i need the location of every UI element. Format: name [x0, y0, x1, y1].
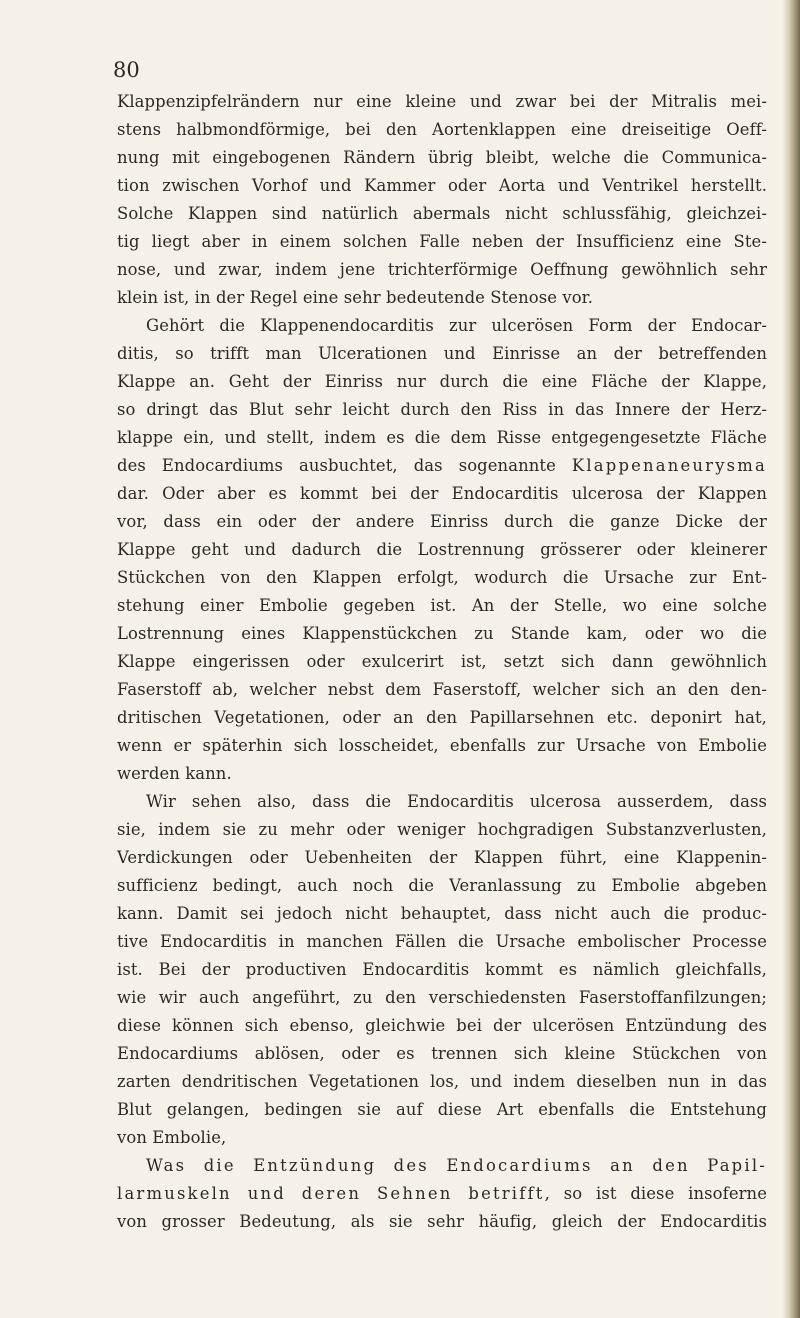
text-line: [117, 1180, 767, 1208]
text-line: [117, 172, 767, 200]
text-fragment: Wir sehen also, dass die Endocarditis ulcerosa ausserdem, dass: [146, 792, 767, 811]
text-fragment: wie wir auch angeführt, zu den verschiedensten Faserstoffanfilzungen;: [117, 988, 767, 1007]
body-text: [117, 88, 767, 1236]
text-line: [117, 88, 767, 116]
text-fragment: tive Endocarditis in manchen Fällen die Ursache embolischer Processe: [117, 932, 767, 951]
text-fragment: Klappe geht und dadurch die Lostrennung grösserer oder kleinerer: [117, 540, 767, 559]
text-fragment: Stückchen von den Klappen erfolgt, wodurch die Ursache zur Ent-: [117, 568, 767, 587]
text-fragment: kann. Damit sei jedoch nicht behauptet, dass nicht auch die produc-: [117, 904, 767, 923]
text-line: [117, 340, 767, 368]
text-fragment: diese können sich ebenso, gleichwie bei der ulcerösen Entzündung des: [117, 1016, 767, 1035]
text-line: [117, 368, 767, 396]
page-number: 80: [113, 58, 140, 82]
text-line: [117, 1012, 767, 1040]
text-line: [117, 424, 767, 452]
text-line: [117, 452, 767, 480]
text-line: [117, 256, 767, 284]
text-line: [117, 228, 767, 256]
text-line: [117, 592, 767, 620]
text-line: [117, 1096, 767, 1124]
text-line: [117, 648, 767, 676]
text-line: [117, 564, 767, 592]
emphasized-term: Was die Entzündung des Endocardiums an den Papil-: [146, 1156, 767, 1175]
text-line: [117, 536, 767, 564]
text-fragment: stehung einer Embolie gegeben ist. An der Stelle, wo eine solche: [117, 596, 767, 615]
text-fragment: nung mit eingebogenen Rändern übrig bleibt, welche die Communica-: [117, 148, 767, 167]
text-line: [117, 956, 767, 984]
text-line: [117, 928, 767, 956]
text-fragment: so dringt das Blut sehr leicht durch den Riss in das Innere der Herz-: [117, 400, 767, 419]
text-line: [117, 900, 767, 928]
text-line: [117, 508, 767, 536]
text-line: [117, 1068, 767, 1096]
text-line: [117, 1040, 767, 1068]
text-line: [117, 1208, 767, 1236]
text-line: [117, 620, 767, 648]
text-line: [117, 1152, 767, 1180]
text-fragment: klappe ein, und stellt, indem es die dem Risse entgegengesetzte Fläche: [117, 428, 767, 447]
text-line: [117, 396, 767, 424]
text-fragment: vor, dass ein oder der andere Einriss durch die ganze Dicke der: [117, 512, 767, 531]
text-line: [117, 284, 767, 312]
text-fragment: Klappenzipfelrändern nur eine kleine und zwar bei der Mitralis mei-: [117, 92, 767, 111]
text-line: [117, 704, 767, 732]
text-fragment: von Embolie,: [117, 1128, 227, 1147]
text-fragment: tig liegt aber in einem solchen Falle neben der Insufficienz eine Ste-: [117, 232, 767, 251]
text-fragment: tion zwischen Vorhof und Kammer oder Aorta und Ventrikel herstellt.: [117, 176, 767, 195]
text-line: [117, 760, 767, 788]
text-fragment: Lostrennung eines Klappenstückchen zu Stande kam, oder wo die: [117, 624, 767, 643]
text-line: [117, 144, 767, 172]
text-fragment: zarten dendritischen Vegetationen los, und indem dieselben nun in das: [117, 1072, 767, 1091]
page-edge-shadow: [782, 0, 800, 1318]
text-fragment: werden kann.: [117, 764, 232, 783]
text-fragment: dar. Oder aber es kommt bei der Endocarditis ulcerosa der Klappen: [117, 484, 767, 503]
text-fragment: Faserstoff ab, welcher nebst dem Faserstoff, welcher sich an den den-: [117, 680, 767, 699]
text-fragment: Klappe eingerissen oder exulcerirt ist, setzt sich dann gewöhnlich: [117, 652, 767, 671]
emphasized-term: Klappenaneurysma: [571, 456, 767, 475]
text-line: [117, 788, 767, 816]
text-line: [117, 116, 767, 144]
text-fragment: Solche Klappen sind natürlich abermals nicht schlussfähig, gleichzei-: [117, 204, 767, 223]
text-fragment: ist. Bei der productiven Endocarditis kommt es nämlich gleichfalls,: [117, 960, 767, 979]
text-fragment: dritischen Vegetationen, oder an den Papillarsehnen etc. deponirt hat,: [117, 708, 767, 727]
text-line: [117, 1124, 767, 1152]
text-line: [117, 676, 767, 704]
text-fragment: , so ist diese insoferne: [544, 1184, 768, 1203]
text-fragment: stens halbmondförmige, bei den Aortenklappen eine dreiseitige Oeff-: [117, 120, 767, 139]
text-line: [117, 816, 767, 844]
text-line: [117, 480, 767, 508]
text-line: [117, 200, 767, 228]
text-fragment: Blut gelangen, bedingen sie auf diese Art ebenfalls die Entstehung: [117, 1100, 767, 1119]
text-line: [117, 844, 767, 872]
emphasized-term: larmuskeln und deren Sehnen betrifft: [117, 1184, 545, 1203]
text-fragment: nose, und zwar, indem jene trichterförmige Oeffnung gewöhnlich sehr: [117, 260, 767, 279]
text-fragment: von grosser Bedeutung, als sie sehr häufig, gleich der Endocarditis: [117, 1212, 767, 1231]
text-line: [117, 732, 767, 760]
text-line: [117, 872, 767, 900]
text-fragment: klein ist, in der Regel eine sehr bedeutende Stenose vor.: [117, 288, 594, 307]
text-fragment: des Endocardiums ausbuchtet, das sogenannte: [117, 456, 572, 475]
text-fragment: sufficienz bedingt, auch noch die Veranlassung zu Embolie abgeben: [117, 876, 767, 895]
text-line: [117, 984, 767, 1012]
text-fragment: sie, indem sie zu mehr oder weniger hochgradigen Substanzverlusten,: [117, 820, 767, 839]
text-fragment: ditis, so trifft man Ulcerationen und Einrisse an der betreffenden: [117, 344, 767, 363]
text-fragment: Klappe an. Geht der Einriss nur durch die eine Fläche der Klappe,: [117, 372, 767, 391]
text-line: [117, 312, 767, 340]
text-fragment: Endocardiums ablösen, oder es trennen sich kleine Stückchen von: [117, 1044, 767, 1063]
text-fragment: Gehört die Klappenendocarditis zur ulcerösen Form der Endocar-: [146, 316, 767, 335]
text-fragment: wenn er späterhin sich losscheidet, ebenfalls zur Ursache von Embolie: [117, 736, 767, 755]
text-fragment: Verdickungen oder Uebenheiten der Klappen führt, eine Klappenin-: [117, 848, 767, 867]
